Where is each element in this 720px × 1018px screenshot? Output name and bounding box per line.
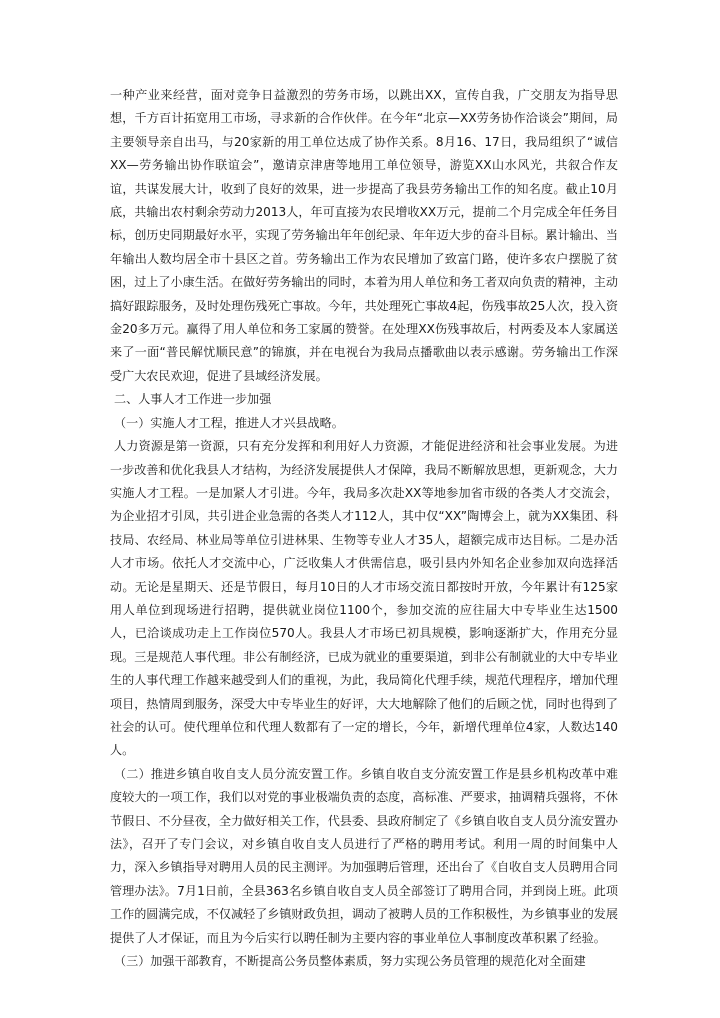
section-two-heading: 二、人事人才工作进一步加强 bbox=[114, 392, 272, 407]
paragraph-township-staff: （二）推进乡镇自收自支人员分流安置工作。乡镇自收自支分流安置工作是县乡机构改革中难度较大的一项工作，我们以对党的事业极端负责的态度，高标准、严要求，抽调精兵强将，不休节假日、不分昼夜，全力做好相关工作，代县委、县政府制定了《乡镇自收自支人员分流安置办法》，召开了专门会议，对乡镇自收自支人员进行了严格的聘用考试。利用一周的时间集中人力，深入乡镇指导对聘用人员的民主测评。为加强聘后管理，还出台了《自收自支人员聘用合同管理办法》。7月1日前，全县363名乡镇自收自支人员全部签订了聘用合同，并到岗上班。此项工作的圆满完成，不仅减轻了乡镇财政负担，调动了被聘人员的工作积极性，为乡镇事业的发展提供了人才保证，而且为今后实行以聘任制为主要内容的事业单位人事制度改革积累了经验。 bbox=[110, 766, 618, 945]
paragraph-labor-export: 一种产业来经营，面对竞争日益激烈的劳务市场，以跳出XX，宣传自我，广交朋友为指导思想，千方百计拓宽用工市场，寻求新的合作伙伴。在今年“北京—XX劳务协作洽谈会”期间，局主要领导亲自出马，与20家新的用工单位达成了协作关系。8月16、17日，我局组织了“诚信XX—劳务输出协作联谊会”，邀请京津唐等地用工单位领导，游览XX山水风光，共叙合作友谊，共谋发展大计，收到了良好的效果，进一步提高了我县劳务输出工作的知名度。截止10月底，共输出农村剩余劳动力2013人，年可直接为农民增收XX万元，提前二个月完成全年任务目标，创历史同期最好水平，实现了劳务输出年年创纪录、年年迈大步的奋斗目标。累计输出、当年输出人数均居全市十县区之首。劳务输出工作为农民增加了致富门路，使许多农户摆脱了贫困，过上了小康生活。在做好劳务输出的同时，本着为用人单位和务工者双向负责的精神，主动搞好跟踪服务，及时处理伤残死亡事故。今年，共处理死亡事故4起，伤残事故25人次，投入资金20多万元。赢得了用人单位和务工家属的赞誉。在处理XX伤残事故后，村两委及本人家属送来了一面“普民解忧顺民意”的锦旗，并在电视台为我局点播歌曲以表示感谢。劳务输出工作深受广大农民欢迎，促进了县域经济发展。 bbox=[110, 88, 618, 383]
document-page bbox=[110, 84, 618, 973]
paragraph-talent-project: 人力资源是第一资源，只有充分发挥和利用好人力资源，才能促进经济和社会事业发展。为进一步改善和优化我县人才结构，为经济发展提供人才保障，我局不断解放思想，更新观念，大力实施人才工程。一是加紧人才引进。今年，我局多次赴XX等地参加省市级的各类人才交流会，为企业招才引凤，共引进企业急需的各类人才112人，其中仅“XX”陶博会上，就为XX集团、科技局、农经局、林业局等单位引进林果、生物等专业人才35人，超额完成市达目标。二是办活人才市场。依托人才交流中心，广泛收集人才供需信息，吸引县内外知名企业参加双向选择活动。无论是星期天、还是节假日，每月10日的人才市场交流日都按时开放，今年累计有125家用人单位到现场进行招聘，提供就业岗位1100个，参加交流的应往届大中专毕业生达1500人，已洽谈成功走上工作岗位570人。我县人才市场已初具规模，影响逐渐扩大，作用充分显现。三是规范人事代理。非公有制经济，已成为就业的重要渠道，到非公有制就业的大中专毕业生的人事代理工作越来越受到人们的重视，为此，我局简化代理手续，规范代理程序，增加代理项目，热情周到服务，深受大中专毕业生的好评，大大地解除了他们的后顾之忧，同时也得到了社会的认可。使代理单位和代理人数都有了一定的增长，今年，新增代理单位4家，人数达140人。 bbox=[110, 439, 618, 758]
paragraph-cadre-education: （三）加强干部教育，不断提高公务员整体素质，努力实现公务员管理的规范化对全面建 bbox=[114, 954, 586, 969]
subsection-one-heading: （一）实施人才工程，推进人才兴县战略。 bbox=[114, 415, 344, 430]
